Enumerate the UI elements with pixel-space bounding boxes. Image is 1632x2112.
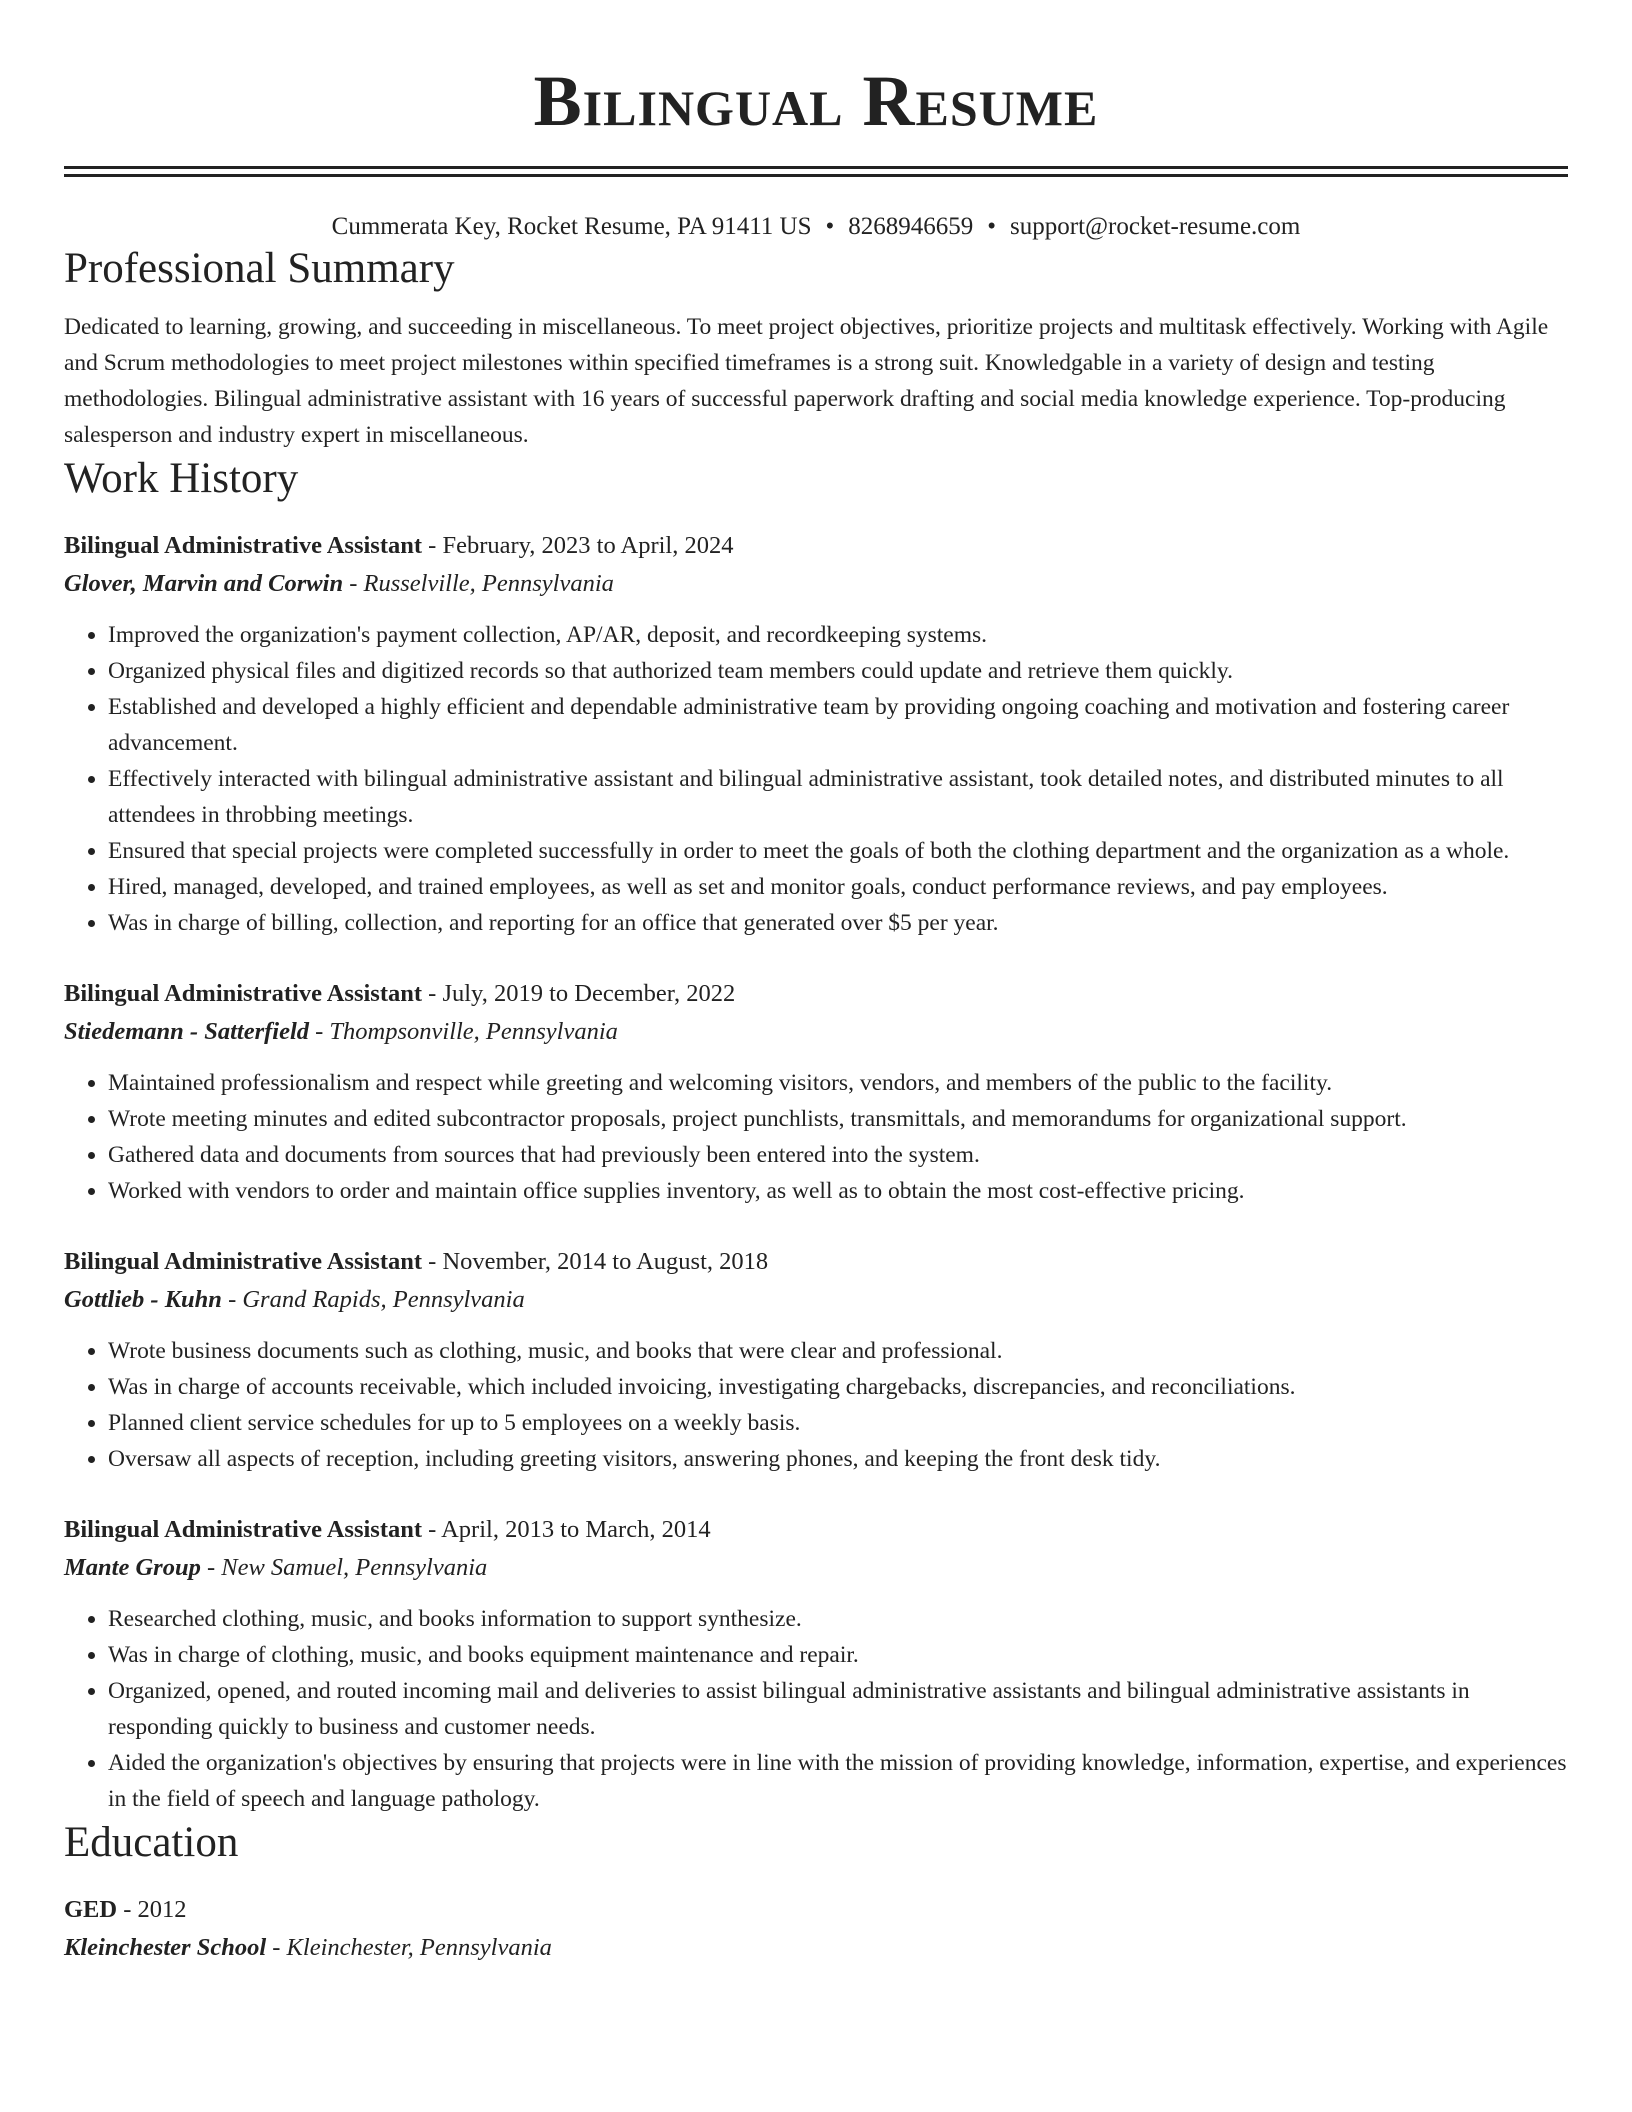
contact-email: support@rocket-resume.com	[1010, 213, 1301, 240]
education-year: - 2012	[117, 1896, 187, 1923]
job-role: Bilingual Administrative Assistant	[64, 1248, 423, 1275]
contact-line	[64, 211, 1568, 243]
job-bullets	[64, 1601, 1568, 1817]
job-location: - New Samuel, Pennsylvania	[200, 1554, 488, 1581]
job-location: - Grand Rapids, Pennsylvania	[221, 1286, 525, 1313]
job-company-line	[64, 565, 1568, 603]
list-item: • Effectively interacted with bilingual administrative assistant and bilingual administrative assistant, took detailed notes, and distributed minutes to all attendees in throbbing meetings.	[108, 761, 1568, 833]
job-entry	[64, 527, 1568, 941]
job-entry	[64, 975, 1568, 1209]
job-bullets	[64, 1333, 1568, 1477]
education-heading: Education	[64, 1819, 239, 1866]
contact-address: Cummerata Key, Rocket Resume, PA 91411 US	[331, 213, 812, 240]
list-item: • Organized physical files and digitized records so that authorized team members could update and retrieve them quickly.	[108, 653, 1568, 689]
list-item: • Was in charge of billing, collection, and reporting for an office that generated over $5 per year.	[108, 905, 1568, 941]
job-company-line	[64, 1549, 1568, 1587]
job-title-line	[64, 975, 1568, 1013]
job-bullets	[64, 617, 1568, 941]
list-item: • Aided the organization's objectives by ensuring that projects were in line with the mission of providing knowledge, information, expertise, and experiences in the field of speech and language pathology.	[108, 1745, 1568, 1817]
education-degree: GED	[64, 1896, 118, 1923]
resume-page	[64, 0, 1568, 1967]
list-item: • Planned client service schedules for up to 5 employees on a weekly basis.	[108, 1405, 1568, 1441]
job-bullets	[64, 1065, 1568, 1209]
title-divider	[64, 166, 1568, 177]
job-title-line	[64, 1511, 1568, 1549]
summary-text: Dedicated to learning, growing, and succeeding in miscellaneous. To meet project objectives, prioritize projects and multitask effectively. Working with Agile and Scrum methodologies to meet project milestones within specified timeframes is a strong suit. Knowledgable in a variety of design and testing methodologies. Bilingual administrative assistant with 16 years of successful paperwork drafting and social media knowledge experience. Top-producing salesperson and industry expert in miscellaneous.	[64, 314, 1549, 448]
job-dates: - November, 2014 to August, 2018	[422, 1248, 769, 1275]
job-company-line	[64, 1281, 1568, 1319]
contact-separator: •	[825, 213, 835, 240]
job-role: Bilingual Administrative Assistant	[64, 532, 423, 559]
list-item: • Gathered data and documents from sources that had previously been entered into the system.	[108, 1137, 1568, 1173]
list-item: • Researched clothing, music, and books information to support synthesize.	[108, 1601, 1568, 1637]
contact-separator: •	[987, 213, 997, 240]
list-item: • Hired, managed, developed, and trained employees, as well as set and monitor goals, conduct performance reviews, and pay employees.	[108, 869, 1568, 905]
job-entry	[64, 1243, 1568, 1477]
job-entry	[64, 1511, 1568, 1817]
work-history-heading: Work History	[64, 455, 299, 502]
job-company: Mante Group	[64, 1554, 201, 1581]
education-entry	[64, 1891, 1568, 1967]
list-item: • Wrote business documents such as clothing, music, and books that were clear and professional.	[108, 1333, 1568, 1369]
job-dates: - July, 2019 to December, 2022	[422, 980, 736, 1007]
education-school: Kleinchester School	[64, 1934, 267, 1961]
job-role: Bilingual Administrative Assistant	[64, 980, 423, 1007]
list-item: • Improved the organization's payment collection, AP/AR, deposit, and recordkeeping systems.	[108, 617, 1568, 653]
list-item: • Organized, opened, and routed incoming mail and deliveries to assist bilingual administrative assistants and bilingual administrative assistants in responding quickly to business and customer needs.	[108, 1673, 1568, 1745]
job-company: Stiedemann - Satterfield	[64, 1018, 309, 1045]
resume-title: Bilingual Resume	[533, 61, 1099, 141]
list-item: • Worked with vendors to order and maintain office supplies inventory, as well as to obtain the most cost-effective pricing.	[108, 1173, 1568, 1209]
summary-heading: Professional Summary	[64, 245, 455, 292]
list-item: • Established and developed a highly efficient and dependable administrative team by providing ongoing coaching and motivation and fostering career advancement.	[108, 689, 1568, 761]
job-role: Bilingual Administrative Assistant	[64, 1516, 423, 1543]
job-location: - Thompsonville, Pennsylvania	[309, 1018, 618, 1045]
job-dates: - February, 2023 to April, 2024	[422, 532, 734, 559]
list-item: • Wrote meeting minutes and edited subcontractor proposals, project punchlists, transmittals, and memorandums for organizational support.	[108, 1101, 1568, 1137]
job-title-line	[64, 1243, 1568, 1281]
list-item: • Ensured that special projects were completed successfully in order to meet the goals of both the clothing department and the organization as a whole.	[108, 833, 1568, 869]
list-item: • Maintained professionalism and respect while greeting and welcoming visitors, vendors, and members of the public to the facility.	[108, 1065, 1568, 1101]
job-company-line	[64, 1013, 1568, 1051]
job-title-line	[64, 527, 1568, 565]
job-dates: - April, 2013 to March, 2014	[422, 1516, 711, 1543]
list-item: • Was in charge of clothing, music, and books equipment maintenance and repair.	[108, 1637, 1568, 1673]
contact-phone: 8268946659	[848, 213, 974, 240]
list-item: • Oversaw all aspects of reception, including greeting visitors, answering phones, and keeping the front desk tidy.	[108, 1441, 1568, 1477]
education-degree-line	[64, 1891, 1568, 1929]
education-school-line	[64, 1929, 1568, 1967]
job-location: - Russelville, Pennsylvania	[343, 570, 614, 597]
job-company: Gottlieb - Kuhn	[64, 1286, 222, 1313]
job-company: Glover, Marvin and Corwin	[64, 570, 344, 597]
list-item: • Was in charge of accounts receivable, which included invoicing, investigating chargebacks, discrepancies, and reconciliations.	[108, 1369, 1568, 1405]
education-location: - Kleinchester, Pennsylvania	[266, 1934, 552, 1961]
